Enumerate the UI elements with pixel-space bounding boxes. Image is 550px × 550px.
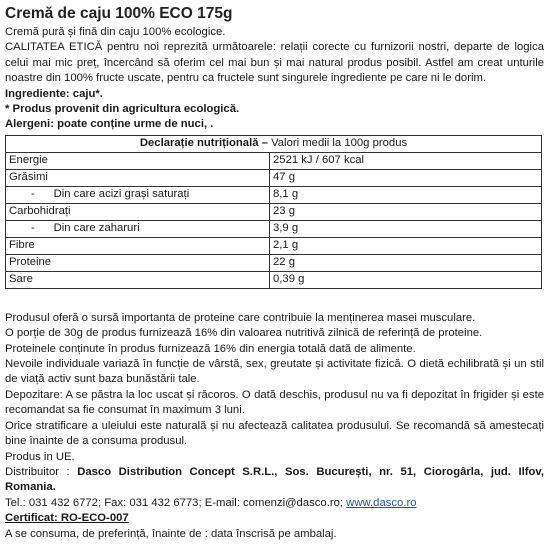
nutrient-label: Carbohidrați [6, 203, 270, 220]
nutrition-header-bold: Declarație nutrițională – [139, 137, 268, 150]
distributor-label: Distribuitor : [5, 465, 78, 478]
nutrition-table [5, 135, 542, 289]
protein-paragraph-1: Produsul oferă o sursă importanta de proteine care contribuie la menținerea masei musculare. [5, 311, 476, 324]
table-row [6, 152, 542, 169]
eco-note: * Produs provenit din agricultura ecologică. [5, 103, 240, 116]
oil-paragraph: Orice stratificare a uleiului este naturală și nu afectează calitatea produsului. Se recomandă să amestecați bine înainte de a consuma produsul. [5, 419, 544, 448]
distributor-name: Dasco Distribution Concept S.R.L., Sos. București, nr. 51, Ciorogârla, jud. Ilfov, Romania. [5, 465, 544, 494]
nutrient-label: Fibre [6, 237, 270, 254]
distributor-line [5, 465, 544, 496]
website-link[interactable]: www.dasco.ro [346, 496, 417, 509]
nutrition-header [6, 135, 542, 152]
allergens-line: Alergeni: poate conține urme de nuci, . [5, 118, 214, 131]
nutrient-label: - Din care zaharuri [6, 220, 270, 237]
table-row [6, 169, 542, 186]
nutrient-value: 47 g [270, 169, 542, 186]
table-row [6, 220, 542, 237]
contact-text: Tel.: 031 432 6772; Fax: 031 432 6773; E-mail: comenzi@dasco.ro; [5, 496, 347, 509]
ingredients-line: Ingrediente: caju*. [5, 87, 103, 100]
product-intro: Cremă pură și fină din caju 100% ecologice. [5, 26, 226, 38]
nutrient-label: Sare [6, 271, 270, 288]
storage-paragraph: Depozitare: A se păstra la loc uscat și răcoros. O dată deschis, produsul nu va fi depozitat în frigider și este recomandat sa fie consumat în maximum 3 luni. [5, 388, 544, 417]
nutrition-header-rest: Valori medii la 100g produs [267, 137, 408, 150]
nutrition-header-row [6, 135, 542, 152]
nutrient-value: 8,1 g [270, 186, 542, 203]
protein-paragraph-3: Proteinele conținute în produs furnizează 16% din energia totală dată de alimente. [5, 342, 416, 355]
nutrient-value: 22 g [270, 254, 542, 271]
nutrient-label: Proteine [6, 254, 270, 271]
nutrient-label: Grăsimi [6, 169, 270, 186]
ethics-paragraph: CALITATEA ETICĂ pentru noi reprezită următoarele: relații corecte cu furnizorii nostri, departe de logica celui mai mic preț, încercând să oferim cel mai bun și mai natural produs posibil. Astfel am creat unturile noastre din 100% fructe uscate, pentru ca fructele sunt singurele ingrediente pe care ni le dorim. [5, 41, 544, 85]
protein-paragraph-2: O porție de 30g de produs furnizează 16% din valoarea nutritivă zilnică de referință de proteine. [5, 327, 483, 340]
table-row [6, 237, 542, 254]
table-row [6, 186, 542, 203]
needs-paragraph: Nevoile individuale variază în funcție de vârstă, sex, greutate și activitate fizică. O dietă echilibrată și un stil de viață activ sunt baza bunăstării tale. [5, 358, 544, 386]
consume-line: A se consuma, de preferință, înainte de : data înscrisă pe ambalaj. [5, 527, 337, 540]
table-row [6, 271, 542, 288]
certificate-line: Certificat: RO-ECO-007 [5, 512, 129, 525]
product-title: Cremă de caju 100% ECO 175g [5, 5, 233, 22]
contact-line [5, 496, 544, 511]
nutrient-value: 0,39 g [270, 271, 542, 288]
nutrient-value: 2,1 g [270, 237, 542, 254]
table-row [6, 203, 542, 220]
nutrient-value: 2521 kJ / 607 kcal [270, 152, 542, 169]
nutrient-value: 23 g [270, 203, 542, 220]
nutrient-label: - Din care acizi grași saturați [6, 186, 270, 203]
spacer [5, 289, 544, 311]
origin-line: Produs in UE. [5, 450, 75, 463]
nutrient-label: Energie [6, 152, 270, 169]
nutrient-value: 3,9 g [270, 220, 542, 237]
table-row [6, 254, 542, 271]
